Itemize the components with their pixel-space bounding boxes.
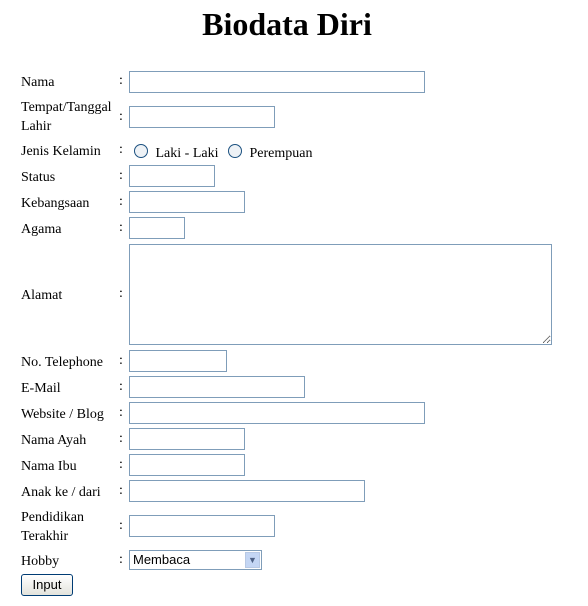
radio-male-label: Laki - Laki	[155, 146, 219, 161]
kebangsaan-input[interactable]	[129, 191, 245, 213]
nama-input[interactable]	[129, 71, 425, 93]
email-label: E-Mail	[21, 381, 61, 396]
radio-male[interactable]	[134, 144, 148, 158]
colon: :	[119, 142, 123, 157]
anak-ke-input[interactable]	[129, 480, 365, 502]
hobby-label: Hobby	[21, 554, 60, 569]
tempat-lahir-input[interactable]	[129, 106, 275, 128]
colon: :	[119, 483, 123, 498]
status-input[interactable]	[129, 165, 215, 187]
telephone-input[interactable]	[129, 350, 227, 372]
colon: :	[119, 109, 123, 124]
website-input[interactable]	[129, 402, 425, 424]
colon: :	[119, 194, 123, 209]
pendidikan-label: Pendidikan Terakhir	[21, 510, 84, 544]
colon: :	[119, 379, 123, 394]
colon: :	[119, 73, 123, 88]
hobby-selected-value: Membaca	[133, 552, 191, 567]
nama-ayah-input[interactable]	[129, 428, 245, 450]
email-input[interactable]	[129, 376, 305, 398]
colon: :	[119, 405, 123, 420]
colon: :	[119, 353, 123, 368]
agama-label: Agama	[21, 222, 62, 237]
nama-ayah-label: Nama Ayah	[21, 433, 87, 448]
website-label: Website / Blog	[21, 407, 104, 422]
colon: :	[119, 457, 123, 472]
nama-ibu-input[interactable]	[129, 454, 245, 476]
gender-radio-group	[134, 144, 312, 162]
nama-label: Nama	[21, 75, 55, 90]
colon: :	[119, 286, 123, 301]
status-label: Status	[21, 170, 56, 185]
nama-ibu-label: Nama Ibu	[21, 459, 77, 474]
chevron-down-icon[interactable]: ▼	[245, 552, 260, 568]
colon: :	[119, 552, 123, 567]
colon: :	[119, 518, 123, 533]
colon: :	[119, 220, 123, 235]
colon: :	[119, 431, 123, 446]
alamat-textarea[interactable]	[129, 244, 552, 345]
tempat-lahir-label: Tempat/Tanggal Lahir	[21, 100, 112, 134]
alamat-label: Alamat	[21, 288, 63, 303]
pendidikan-input[interactable]	[129, 515, 275, 537]
agama-input[interactable]	[129, 217, 185, 239]
radio-female[interactable]	[228, 144, 242, 158]
jenis-kelamin-label: Jenis Kelamin	[21, 144, 101, 159]
page-title: Biodata Diri	[202, 6, 372, 42]
hobby-select[interactable]	[129, 550, 262, 570]
colon: :	[119, 168, 123, 183]
radio-female-label: Perempuan	[249, 146, 313, 161]
kebangsaan-label: Kebangsaan	[21, 196, 90, 211]
telephone-label: No. Telephone	[21, 355, 103, 370]
anak-ke-label: Anak ke / dari	[21, 485, 101, 500]
input-button[interactable]: Input	[21, 574, 73, 596]
